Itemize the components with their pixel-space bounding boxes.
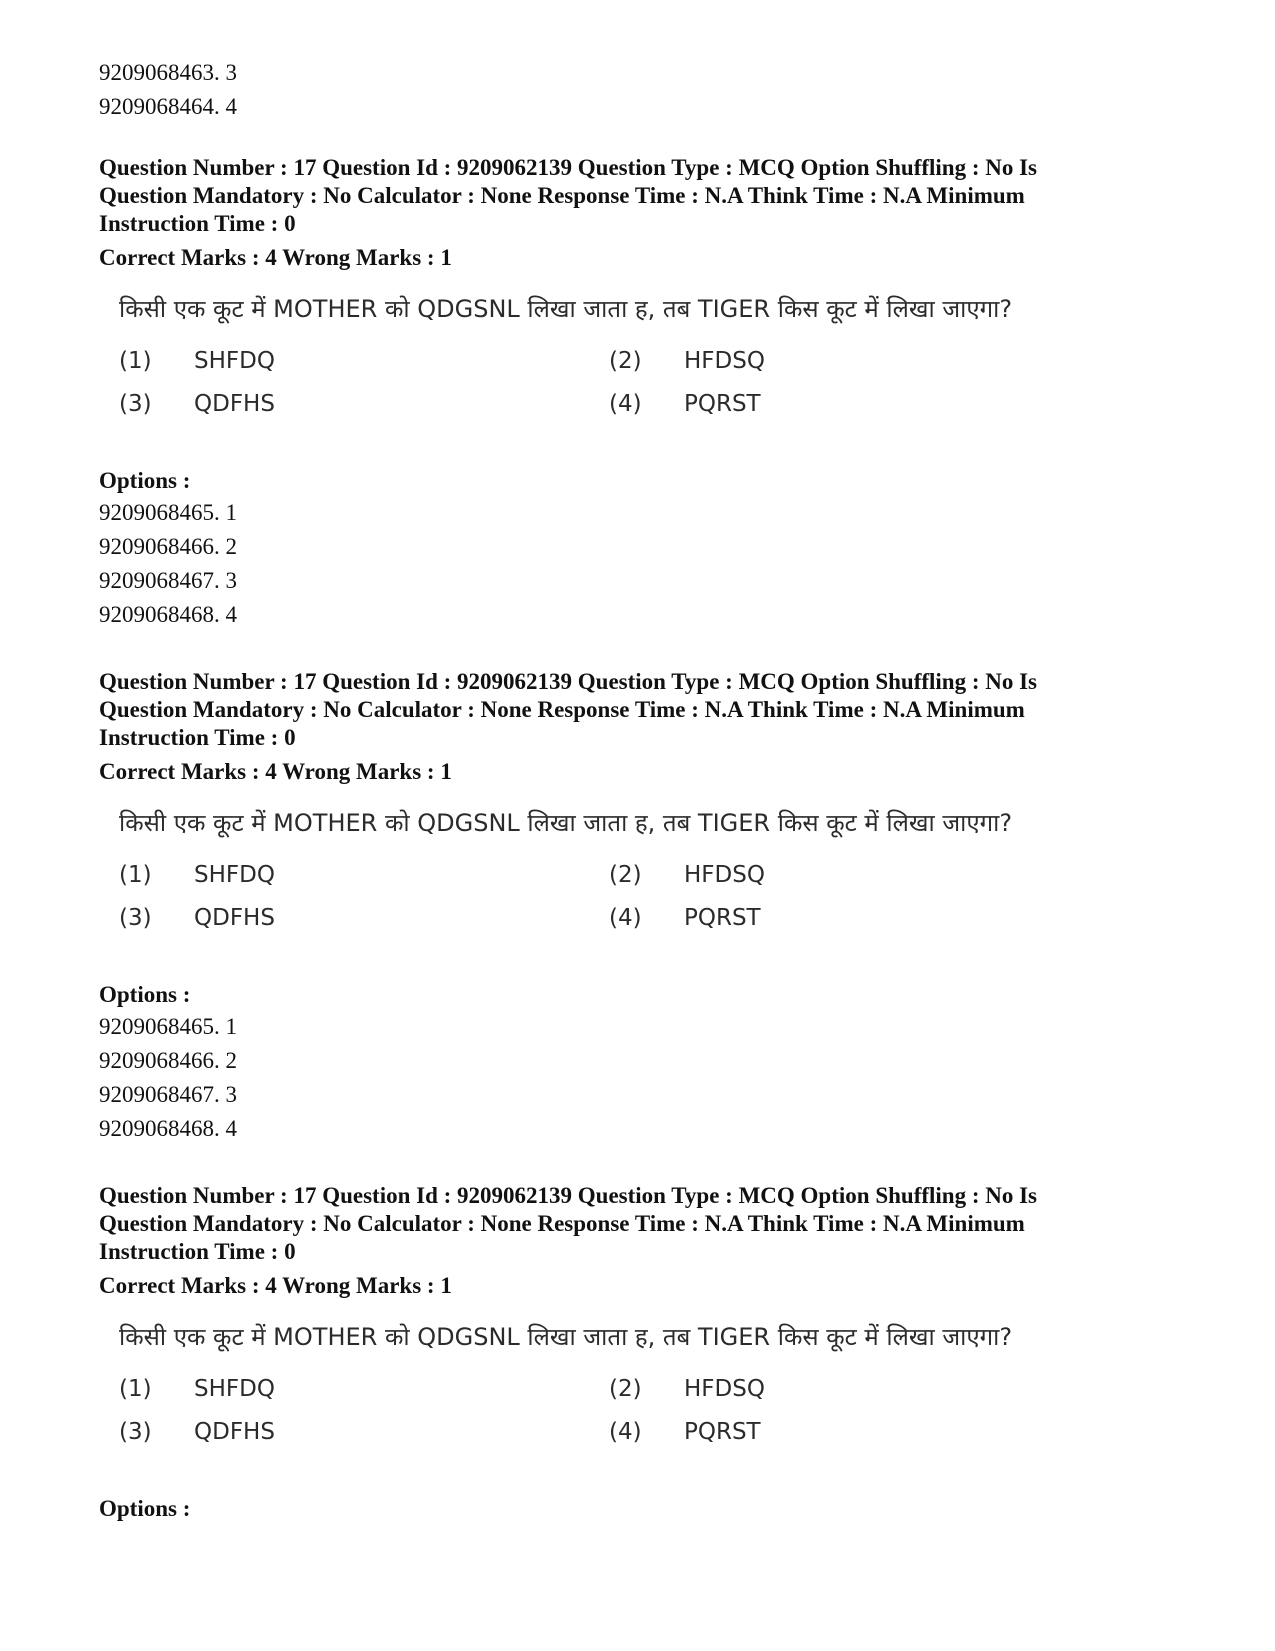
options-heading: Options :	[99, 468, 191, 493]
choice-text: HFDSQ	[684, 1376, 765, 1402]
choice-text: HFDSQ	[684, 348, 765, 374]
choice-number: (3)	[119, 905, 152, 931]
question-marks: Correct Marks : 4 Wrong Marks : 1	[99, 1273, 452, 1298]
choice-2	[609, 860, 765, 890]
option-line: 9209068465. 1	[99, 500, 237, 525]
option-line: 9209068468. 4	[99, 1116, 237, 1141]
question-marks: Correct Marks : 4 Wrong Marks : 1	[99, 759, 452, 784]
choice-text: SHFDQ	[194, 348, 275, 374]
question-block	[99, 154, 1179, 632]
question-image	[119, 806, 1019, 956]
choice-number: (4)	[609, 391, 642, 417]
options-heading: Options :	[99, 1496, 191, 1521]
leading-options	[99, 56, 1179, 124]
question-meta: Question Number : 17 Question Id : 9209062139 Question Type : MCQ Option Shuffling : No Is Question Mandatory : No Calculator : None Response Time : N.A Think Time : N.A Minimum Instruction Time : 0	[99, 669, 1038, 750]
choice-4	[609, 1417, 761, 1447]
choice-text: SHFDQ	[194, 1376, 275, 1402]
option-line: 9209068465. 1	[99, 1014, 237, 1039]
option-line: 9209068467. 3	[99, 1082, 237, 1107]
question-text: किसी एक कूट में MOTHER को QDGSNL लिखा जाता ह, तब TIGER किस कूट में लिखा जाएगा?	[119, 809, 1013, 837]
choice-text: QDFHS	[194, 391, 275, 417]
choice-number: (4)	[609, 905, 642, 931]
choice-3	[119, 389, 275, 419]
choice-1	[119, 1374, 275, 1404]
choice-text: SHFDQ	[194, 862, 275, 888]
choice-text: PQRST	[684, 391, 761, 417]
choice-text: QDFHS	[194, 1419, 275, 1445]
document-page	[99, 56, 1179, 1524]
choice-number: (4)	[609, 1419, 642, 1445]
choice-number: (2)	[609, 1376, 642, 1402]
option-line: 9209068468. 4	[99, 602, 237, 627]
choice-number: (3)	[119, 391, 152, 417]
choice-number: (3)	[119, 1419, 152, 1445]
choice-text: PQRST	[684, 905, 761, 931]
choice-number: (2)	[609, 862, 642, 888]
option-line: 9209068467. 3	[99, 568, 237, 593]
choice-4	[609, 389, 761, 419]
question-meta: Question Number : 17 Question Id : 9209062139 Question Type : MCQ Option Shuffling : No Is Question Mandatory : No Calculator : None Response Time : N.A Think Time : N.A Minimum Instruction Time : 0	[99, 1183, 1038, 1264]
choice-text: PQRST	[684, 1419, 761, 1445]
question-image	[119, 1320, 1019, 1470]
choice-2	[609, 346, 765, 376]
choice-text: QDFHS	[194, 905, 275, 931]
choice-1	[119, 860, 275, 890]
question-meta: Question Number : 17 Question Id : 9209062139 Question Type : MCQ Option Shuffling : No Is Question Mandatory : No Calculator : None Response Time : N.A Think Time : N.A Minimum Instruction Time : 0	[99, 155, 1038, 236]
choice-2	[609, 1374, 765, 1404]
options-heading: Options :	[99, 982, 191, 1007]
question-text: किसी एक कूट में MOTHER को QDGSNL लिखा जाता ह, तब TIGER किस कूट में लिखा जाएगा?	[119, 1323, 1013, 1351]
choice-4	[609, 903, 761, 933]
choice-number: (1)	[119, 1376, 152, 1402]
choice-3	[119, 1417, 275, 1447]
choice-number: (1)	[119, 348, 152, 374]
question-block	[99, 668, 1179, 1146]
option-line: 9209068466. 2	[99, 534, 237, 559]
choice-number: (2)	[609, 348, 642, 374]
choice-3	[119, 903, 275, 933]
option-line: 9209068464. 4	[99, 94, 237, 119]
option-line: 9209068466. 2	[99, 1048, 237, 1073]
question-marks: Correct Marks : 4 Wrong Marks : 1	[99, 245, 452, 270]
question-image	[119, 292, 1019, 442]
choice-number: (1)	[119, 862, 152, 888]
choice-text: HFDSQ	[684, 862, 765, 888]
question-text: किसी एक कूट में MOTHER को QDGSNL लिखा जाता ह, तब TIGER किस कूट में लिखा जाएगा?	[119, 295, 1013, 323]
question-block	[99, 1182, 1179, 1524]
choice-1	[119, 346, 275, 376]
option-line: 9209068463. 3	[99, 60, 237, 85]
